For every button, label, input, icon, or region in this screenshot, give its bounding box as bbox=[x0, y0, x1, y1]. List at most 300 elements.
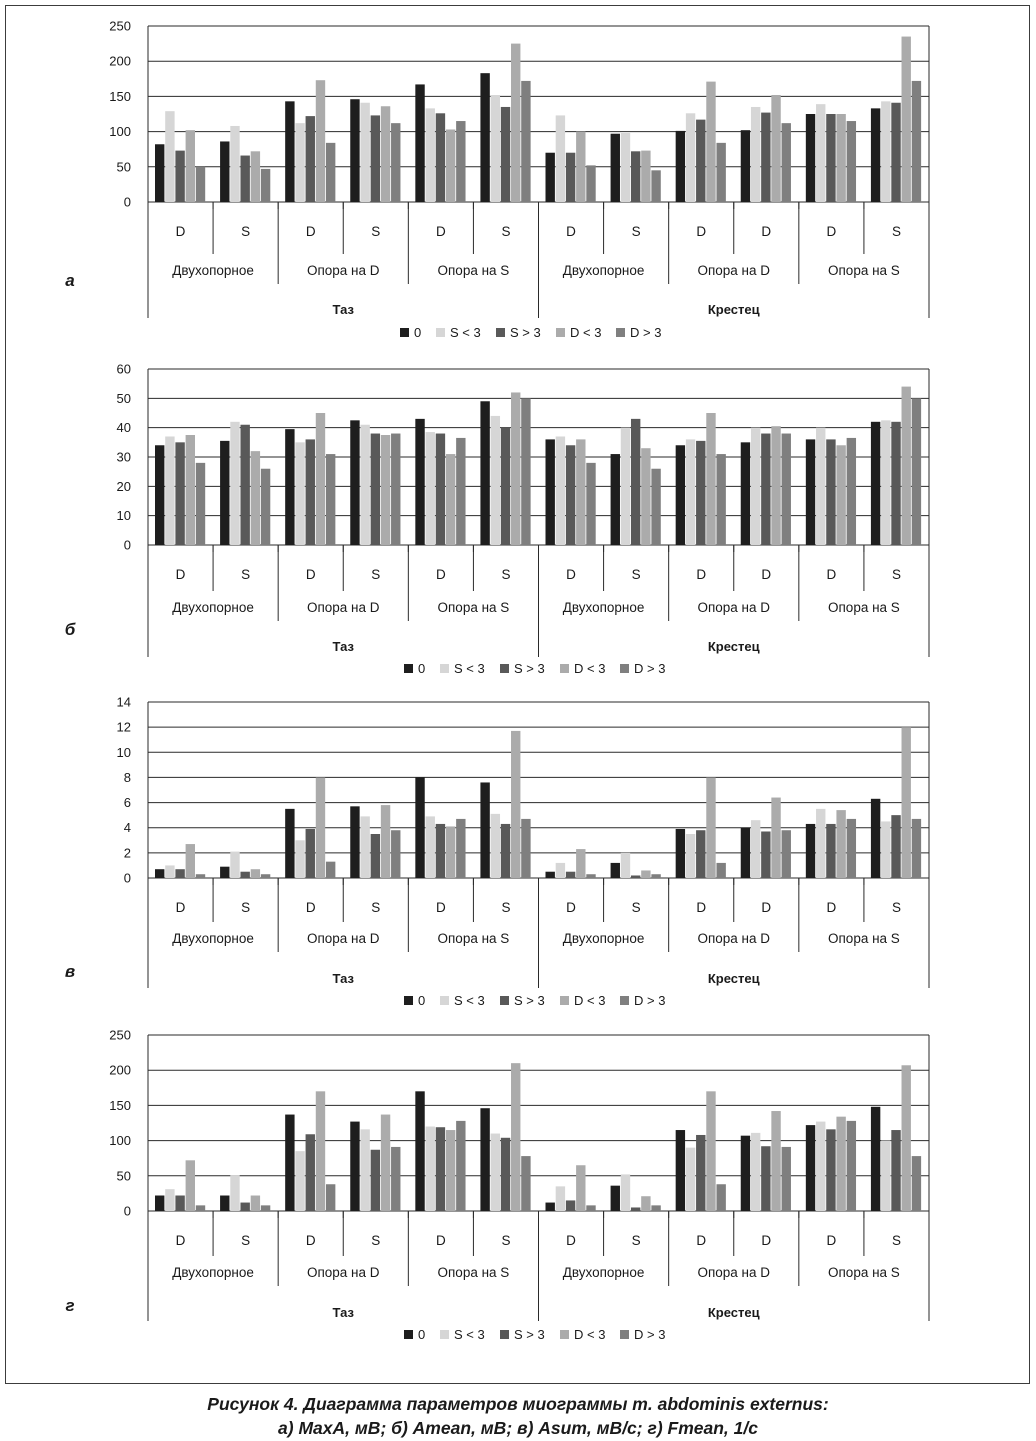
bar-Dlt3 bbox=[186, 844, 195, 878]
legend-label: S < 3 bbox=[454, 661, 485, 676]
bar-Dlt3 bbox=[446, 129, 455, 202]
top-group-label: Крестец bbox=[707, 971, 760, 986]
bar-Dgt3 bbox=[326, 862, 335, 878]
bar-Dlt3 bbox=[641, 1196, 650, 1211]
legend-swatch bbox=[500, 996, 509, 1005]
bar-0 bbox=[480, 782, 489, 878]
category-label: S bbox=[371, 900, 381, 915]
bar-Dlt3 bbox=[576, 849, 585, 878]
bar-Dgt3 bbox=[912, 1156, 921, 1211]
category-label: S bbox=[631, 224, 641, 239]
group-label: Опора на D bbox=[697, 1265, 771, 1280]
bar-0 bbox=[415, 1091, 424, 1211]
y-tick-label: 150 bbox=[109, 88, 131, 104]
chart-panel-2 bbox=[65, 362, 929, 677]
figure-caption bbox=[0, 1392, 1036, 1440]
bar-Sgt3 bbox=[891, 103, 900, 202]
bar-Sgt3 bbox=[891, 815, 900, 878]
bar-Dlt3 bbox=[771, 798, 780, 878]
category-label: D bbox=[761, 1233, 772, 1248]
bar-Dlt3 bbox=[381, 805, 390, 878]
bar-Slt3 bbox=[426, 432, 435, 545]
top-group-label: Крестец bbox=[707, 1305, 760, 1320]
category-label: D bbox=[696, 1233, 707, 1248]
bar-Dgt3 bbox=[782, 434, 791, 545]
category-label: D bbox=[175, 1233, 186, 1248]
top-group-label: Таз bbox=[332, 1305, 354, 1320]
bar-0 bbox=[350, 1122, 359, 1211]
bar-Dgt3 bbox=[326, 454, 335, 545]
bar-Slt3 bbox=[881, 821, 890, 878]
bar-Dlt3 bbox=[186, 130, 195, 202]
legend-label: D > 3 bbox=[634, 1327, 666, 1342]
y-tick-label: 50 bbox=[116, 1168, 131, 1184]
bar-Slt3 bbox=[556, 863, 565, 878]
bar-Dlt3 bbox=[641, 151, 650, 202]
bar-Dlt3 bbox=[446, 454, 455, 545]
bar-0 bbox=[741, 828, 750, 878]
bar-Dgt3 bbox=[196, 463, 205, 545]
category-label: S bbox=[501, 900, 511, 915]
bar-Dgt3 bbox=[716, 1184, 725, 1211]
bar-Dlt3 bbox=[251, 451, 260, 545]
bar-Dlt3 bbox=[576, 132, 585, 202]
bar-Slt3 bbox=[491, 814, 500, 878]
bar-Dlt3 bbox=[641, 448, 650, 545]
legend-swatch bbox=[560, 996, 569, 1005]
bar-Slt3 bbox=[360, 1129, 369, 1211]
top-group-label: Крестец bbox=[707, 302, 760, 317]
group-label: Опора на D bbox=[306, 1265, 380, 1280]
bar-Slt3 bbox=[621, 133, 630, 202]
caption-line-2: а) MaxA, мВ; б) Amean, мВ; в) Asum, мВ/с; г) Fmean, 1/с bbox=[278, 1418, 758, 1438]
category-label: D bbox=[305, 224, 316, 239]
bar-0 bbox=[871, 422, 880, 545]
y-tick-label: 100 bbox=[109, 124, 131, 140]
bar-Sgt3 bbox=[175, 1196, 184, 1211]
group-label: Опора на S bbox=[828, 931, 900, 946]
bar-Sgt3 bbox=[175, 151, 184, 202]
category-label: D bbox=[436, 567, 446, 582]
bar-Sgt3 bbox=[631, 875, 640, 878]
bar-Slt3 bbox=[816, 104, 825, 202]
bar-0 bbox=[806, 439, 815, 545]
legend-swatch bbox=[496, 328, 505, 337]
legend-label: D < 3 bbox=[574, 993, 606, 1008]
y-tick-label: 0 bbox=[123, 537, 131, 553]
bar-Slt3 bbox=[751, 107, 760, 202]
bar-Slt3 bbox=[426, 108, 435, 202]
bar-Slt3 bbox=[165, 1189, 174, 1211]
bar-Sgt3 bbox=[826, 1129, 835, 1211]
group-label: Двухопорное bbox=[172, 263, 254, 278]
bar-0 bbox=[806, 1125, 815, 1211]
bar-Dgt3 bbox=[847, 438, 856, 545]
bar-Dlt3 bbox=[836, 445, 845, 545]
bar-Slt3 bbox=[686, 439, 695, 545]
bar-Dgt3 bbox=[521, 1156, 530, 1211]
y-tick-label: 2 bbox=[123, 845, 131, 861]
bar-Slt3 bbox=[686, 1148, 695, 1211]
bar-Dlt3 bbox=[902, 1065, 911, 1211]
bar-Slt3 bbox=[230, 126, 239, 202]
bar-Dgt3 bbox=[261, 469, 270, 545]
bar-Dgt3 bbox=[586, 165, 595, 202]
bar-Sgt3 bbox=[306, 116, 315, 202]
category-label: D bbox=[436, 900, 446, 915]
y-tick-label: 6 bbox=[123, 795, 131, 811]
group-label: Опора на S bbox=[437, 1265, 510, 1280]
bar-Dgt3 bbox=[716, 863, 725, 878]
bar-Slt3 bbox=[751, 428, 760, 545]
bar-Dgt3 bbox=[391, 123, 400, 202]
bar-Slt3 bbox=[491, 416, 500, 545]
y-tick-label: 10 bbox=[116, 744, 131, 760]
bar-Dgt3 bbox=[651, 170, 660, 202]
bar-Slt3 bbox=[556, 115, 565, 202]
bar-Slt3 bbox=[556, 1186, 565, 1211]
bar-0 bbox=[806, 824, 815, 878]
group-label: Опора на D bbox=[697, 600, 771, 615]
bar-Slt3 bbox=[881, 101, 890, 202]
category-label: S bbox=[241, 900, 251, 915]
bar-Dgt3 bbox=[391, 1147, 400, 1211]
panel-letter: б bbox=[64, 620, 76, 639]
bar-Dlt3 bbox=[771, 95, 780, 202]
bar-Dlt3 bbox=[706, 777, 715, 878]
bar-Slt3 bbox=[165, 865, 174, 878]
category-label: D bbox=[761, 900, 772, 915]
bar-0 bbox=[415, 777, 424, 878]
legend-label: 0 bbox=[418, 1327, 426, 1342]
y-tick-label: 14 bbox=[116, 694, 131, 710]
y-tick-label: 0 bbox=[123, 1203, 131, 1219]
group-label: Двухопорное bbox=[172, 600, 254, 615]
legend-swatch bbox=[404, 664, 413, 673]
category-label: S bbox=[371, 224, 381, 239]
bar-0 bbox=[611, 454, 620, 545]
bar-Dlt3 bbox=[381, 435, 390, 545]
bar-Dlt3 bbox=[446, 826, 455, 878]
bar-Slt3 bbox=[165, 111, 174, 202]
y-tick-label: 50 bbox=[116, 159, 131, 175]
bar-Dlt3 bbox=[251, 151, 260, 202]
category-label: S bbox=[241, 567, 251, 582]
bar-Slt3 bbox=[686, 113, 695, 202]
legend-label: S < 3 bbox=[454, 1327, 485, 1342]
bar-0 bbox=[155, 869, 164, 878]
group-label: Опора на D bbox=[306, 263, 380, 278]
bar-Sgt3 bbox=[761, 1146, 770, 1211]
legend-swatch bbox=[616, 328, 625, 337]
legend-swatch bbox=[440, 996, 449, 1005]
bar-Sgt3 bbox=[826, 114, 835, 202]
bar-Dlt3 bbox=[511, 392, 520, 545]
bar-0 bbox=[611, 863, 620, 878]
bar-Sgt3 bbox=[371, 834, 380, 878]
bar-Slt3 bbox=[621, 853, 630, 878]
legend-label: S > 3 bbox=[514, 1327, 545, 1342]
bar-Dlt3 bbox=[771, 1111, 780, 1211]
category-label: D bbox=[175, 900, 186, 915]
bar-Sgt3 bbox=[371, 115, 380, 202]
bar-Slt3 bbox=[295, 442, 304, 545]
bar-Slt3 bbox=[751, 1133, 760, 1211]
y-tick-label: 200 bbox=[109, 1062, 131, 1078]
bar-Sgt3 bbox=[175, 869, 184, 878]
bar-Sgt3 bbox=[371, 1150, 380, 1211]
bar-0 bbox=[676, 829, 685, 878]
legend-label: 0 bbox=[414, 325, 422, 340]
bar-Sgt3 bbox=[306, 1134, 315, 1211]
bar-0 bbox=[611, 134, 620, 202]
bar-0 bbox=[546, 153, 555, 202]
bar-0 bbox=[480, 401, 489, 545]
category-label: S bbox=[501, 224, 511, 239]
bar-0 bbox=[285, 1115, 294, 1211]
bar-Dgt3 bbox=[521, 819, 530, 878]
bar-Dlt3 bbox=[836, 1117, 845, 1211]
bar-Sgt3 bbox=[436, 1127, 445, 1211]
category-label: S bbox=[371, 567, 381, 582]
bar-Dgt3 bbox=[456, 1121, 465, 1211]
group-label: Опора на S bbox=[437, 263, 510, 278]
legend-swatch bbox=[620, 996, 629, 1005]
bar-Sgt3 bbox=[240, 1203, 249, 1211]
bar-Sgt3 bbox=[501, 824, 510, 878]
bar-Dlt3 bbox=[771, 426, 780, 545]
group-label: Опора на S bbox=[828, 263, 900, 278]
bar-Dlt3 bbox=[446, 1130, 455, 1211]
group-label: Двухопорное bbox=[562, 931, 645, 946]
category-label: D bbox=[566, 900, 576, 915]
bar-Dlt3 bbox=[251, 869, 260, 878]
bar-Slt3 bbox=[360, 816, 369, 878]
bar-0 bbox=[350, 420, 359, 545]
bar-Dlt3 bbox=[706, 1091, 715, 1211]
bar-0 bbox=[480, 1108, 489, 1211]
y-tick-label: 40 bbox=[116, 420, 131, 436]
bar-Sgt3 bbox=[501, 1138, 510, 1211]
bar-Slt3 bbox=[621, 1174, 630, 1211]
bar-Slt3 bbox=[881, 1141, 890, 1211]
bar-Dgt3 bbox=[456, 121, 465, 202]
bar-Dgt3 bbox=[782, 123, 791, 202]
category-label: D bbox=[761, 567, 772, 582]
bar-Sgt3 bbox=[436, 113, 445, 202]
chart-panel-1 bbox=[65, 19, 929, 341]
bar-0 bbox=[871, 1107, 880, 1211]
category-label: D bbox=[761, 224, 772, 239]
bar-0 bbox=[155, 1196, 164, 1211]
bar-Dlt3 bbox=[902, 37, 911, 202]
bar-0 bbox=[285, 809, 294, 878]
bar-Sgt3 bbox=[566, 445, 575, 545]
bar-Slt3 bbox=[230, 422, 239, 545]
legend-label: S < 3 bbox=[450, 325, 481, 340]
bar-0 bbox=[741, 442, 750, 545]
legend-swatch bbox=[500, 664, 509, 673]
category-label: D bbox=[826, 224, 837, 239]
bar-Sgt3 bbox=[240, 872, 249, 878]
legend-label: 0 bbox=[418, 661, 426, 676]
category-label: D bbox=[305, 567, 316, 582]
bar-Dgt3 bbox=[651, 469, 660, 545]
bar-0 bbox=[285, 101, 294, 202]
bar-0 bbox=[155, 144, 164, 202]
legend-swatch bbox=[556, 328, 565, 337]
top-group-label: Таз bbox=[332, 302, 354, 317]
bar-Dlt3 bbox=[902, 387, 911, 545]
y-tick-label: 100 bbox=[109, 1133, 131, 1149]
category-label: D bbox=[436, 224, 446, 239]
bar-Dlt3 bbox=[251, 1196, 260, 1211]
bar-Sgt3 bbox=[891, 1130, 900, 1211]
bar-Sgt3 bbox=[306, 829, 315, 878]
bar-Dlt3 bbox=[641, 870, 650, 878]
category-label: D bbox=[826, 1233, 837, 1248]
bar-Dlt3 bbox=[576, 1165, 585, 1211]
bar-Dgt3 bbox=[456, 819, 465, 878]
bar-0 bbox=[676, 131, 685, 202]
bar-Sgt3 bbox=[696, 1135, 705, 1211]
category-label: S bbox=[631, 1233, 641, 1248]
category-label: D bbox=[305, 900, 316, 915]
bar-0 bbox=[220, 441, 229, 545]
legend-swatch bbox=[440, 1330, 449, 1339]
bar-Sgt3 bbox=[306, 439, 315, 545]
bar-Dgt3 bbox=[782, 830, 791, 878]
bar-Dgt3 bbox=[651, 874, 660, 878]
y-tick-label: 30 bbox=[116, 449, 131, 465]
bar-Dgt3 bbox=[847, 121, 856, 202]
legend-label: D > 3 bbox=[634, 993, 666, 1008]
legend-label: D < 3 bbox=[574, 661, 606, 676]
bar-Dlt3 bbox=[511, 44, 520, 202]
category-label: S bbox=[891, 900, 901, 915]
panel-letter: г bbox=[65, 1296, 75, 1315]
bar-Sgt3 bbox=[371, 434, 380, 545]
bar-0 bbox=[350, 99, 359, 202]
bar-Slt3 bbox=[816, 1122, 825, 1211]
bar-0 bbox=[741, 130, 750, 202]
category-label: D bbox=[696, 567, 707, 582]
bar-Sgt3 bbox=[501, 107, 510, 202]
legend-label: D > 3 bbox=[634, 661, 666, 676]
bar-Dgt3 bbox=[261, 874, 270, 878]
bar-Dlt3 bbox=[316, 1091, 325, 1211]
legend-label: D > 3 bbox=[630, 325, 662, 340]
bar-Dgt3 bbox=[716, 143, 725, 202]
bar-0 bbox=[546, 872, 555, 878]
y-tick-label: 200 bbox=[109, 53, 131, 69]
legend-label: S > 3 bbox=[510, 325, 541, 340]
legend-label: D < 3 bbox=[574, 1327, 606, 1342]
bar-Dlt3 bbox=[511, 1063, 520, 1211]
bar-Sgt3 bbox=[240, 425, 249, 545]
bar-Dgt3 bbox=[326, 143, 335, 202]
group-label: Двухопорное bbox=[562, 600, 645, 615]
category-label: S bbox=[241, 224, 251, 239]
bar-Dgt3 bbox=[912, 819, 921, 878]
category-label: S bbox=[891, 224, 901, 239]
legend-swatch bbox=[500, 1330, 509, 1339]
bar-Slt3 bbox=[360, 425, 369, 545]
bar-0 bbox=[220, 141, 229, 202]
bar-Slt3 bbox=[295, 840, 304, 878]
group-label: Опора на S bbox=[828, 600, 900, 615]
y-tick-label: 0 bbox=[123, 194, 131, 210]
y-tick-label: 50 bbox=[116, 390, 131, 406]
category-label: S bbox=[891, 567, 901, 582]
category-label: D bbox=[305, 1233, 316, 1248]
top-group-label: Таз bbox=[332, 639, 354, 654]
group-label: Двухопорное bbox=[172, 1265, 254, 1280]
bar-Slt3 bbox=[556, 436, 565, 545]
caption-line-1: Рисунок 4. Диаграмма параметров миограммы m. abdominis externus: bbox=[207, 1394, 829, 1414]
bar-0 bbox=[871, 108, 880, 202]
bar-Slt3 bbox=[621, 428, 630, 545]
bar-Dlt3 bbox=[316, 80, 325, 202]
bar-Slt3 bbox=[165, 436, 174, 545]
legend-swatch bbox=[620, 664, 629, 673]
bar-0 bbox=[415, 84, 424, 202]
chart-panel-4 bbox=[65, 1028, 929, 1343]
bar-0 bbox=[741, 1136, 750, 1211]
bar-0 bbox=[350, 806, 359, 878]
bar-Dlt3 bbox=[902, 727, 911, 878]
bar-Sgt3 bbox=[566, 1200, 575, 1211]
bar-Slt3 bbox=[491, 1134, 500, 1211]
y-tick-label: 4 bbox=[123, 820, 131, 836]
bar-Dgt3 bbox=[196, 1205, 205, 1211]
legend-swatch bbox=[404, 996, 413, 1005]
bar-Dlt3 bbox=[836, 810, 845, 878]
panel-letter: а bbox=[65, 271, 75, 290]
bar-Dlt3 bbox=[186, 1160, 195, 1211]
y-tick-label: 250 bbox=[109, 1027, 131, 1043]
category-label: S bbox=[371, 1233, 381, 1248]
bar-0 bbox=[220, 867, 229, 878]
y-tick-label: 20 bbox=[116, 478, 131, 494]
bar-Sgt3 bbox=[761, 434, 770, 545]
top-group-label: Крестец bbox=[707, 639, 760, 654]
category-label: S bbox=[501, 567, 511, 582]
bar-Dgt3 bbox=[586, 463, 595, 545]
bar-Dlt3 bbox=[186, 435, 195, 545]
bar-Dgt3 bbox=[521, 81, 530, 202]
bar-Slt3 bbox=[230, 852, 239, 878]
group-label: Опора на S bbox=[828, 1265, 900, 1280]
bar-Slt3 bbox=[751, 820, 760, 878]
bar-Dgt3 bbox=[521, 398, 530, 545]
bar-Dgt3 bbox=[847, 819, 856, 878]
y-tick-label: 10 bbox=[116, 508, 131, 524]
group-label: Опора на D bbox=[306, 931, 380, 946]
bar-Dgt3 bbox=[586, 874, 595, 878]
bar-Sgt3 bbox=[696, 441, 705, 545]
bar-Dgt3 bbox=[651, 1205, 660, 1211]
bar-Sgt3 bbox=[696, 120, 705, 202]
category-label: S bbox=[631, 900, 641, 915]
bar-Dlt3 bbox=[576, 439, 585, 545]
bar-Sgt3 bbox=[761, 113, 770, 202]
category-label: D bbox=[566, 1233, 576, 1248]
bar-Sgt3 bbox=[240, 156, 249, 202]
bar-Dgt3 bbox=[326, 1184, 335, 1211]
category-label: S bbox=[631, 567, 641, 582]
legend-label: S < 3 bbox=[454, 993, 485, 1008]
